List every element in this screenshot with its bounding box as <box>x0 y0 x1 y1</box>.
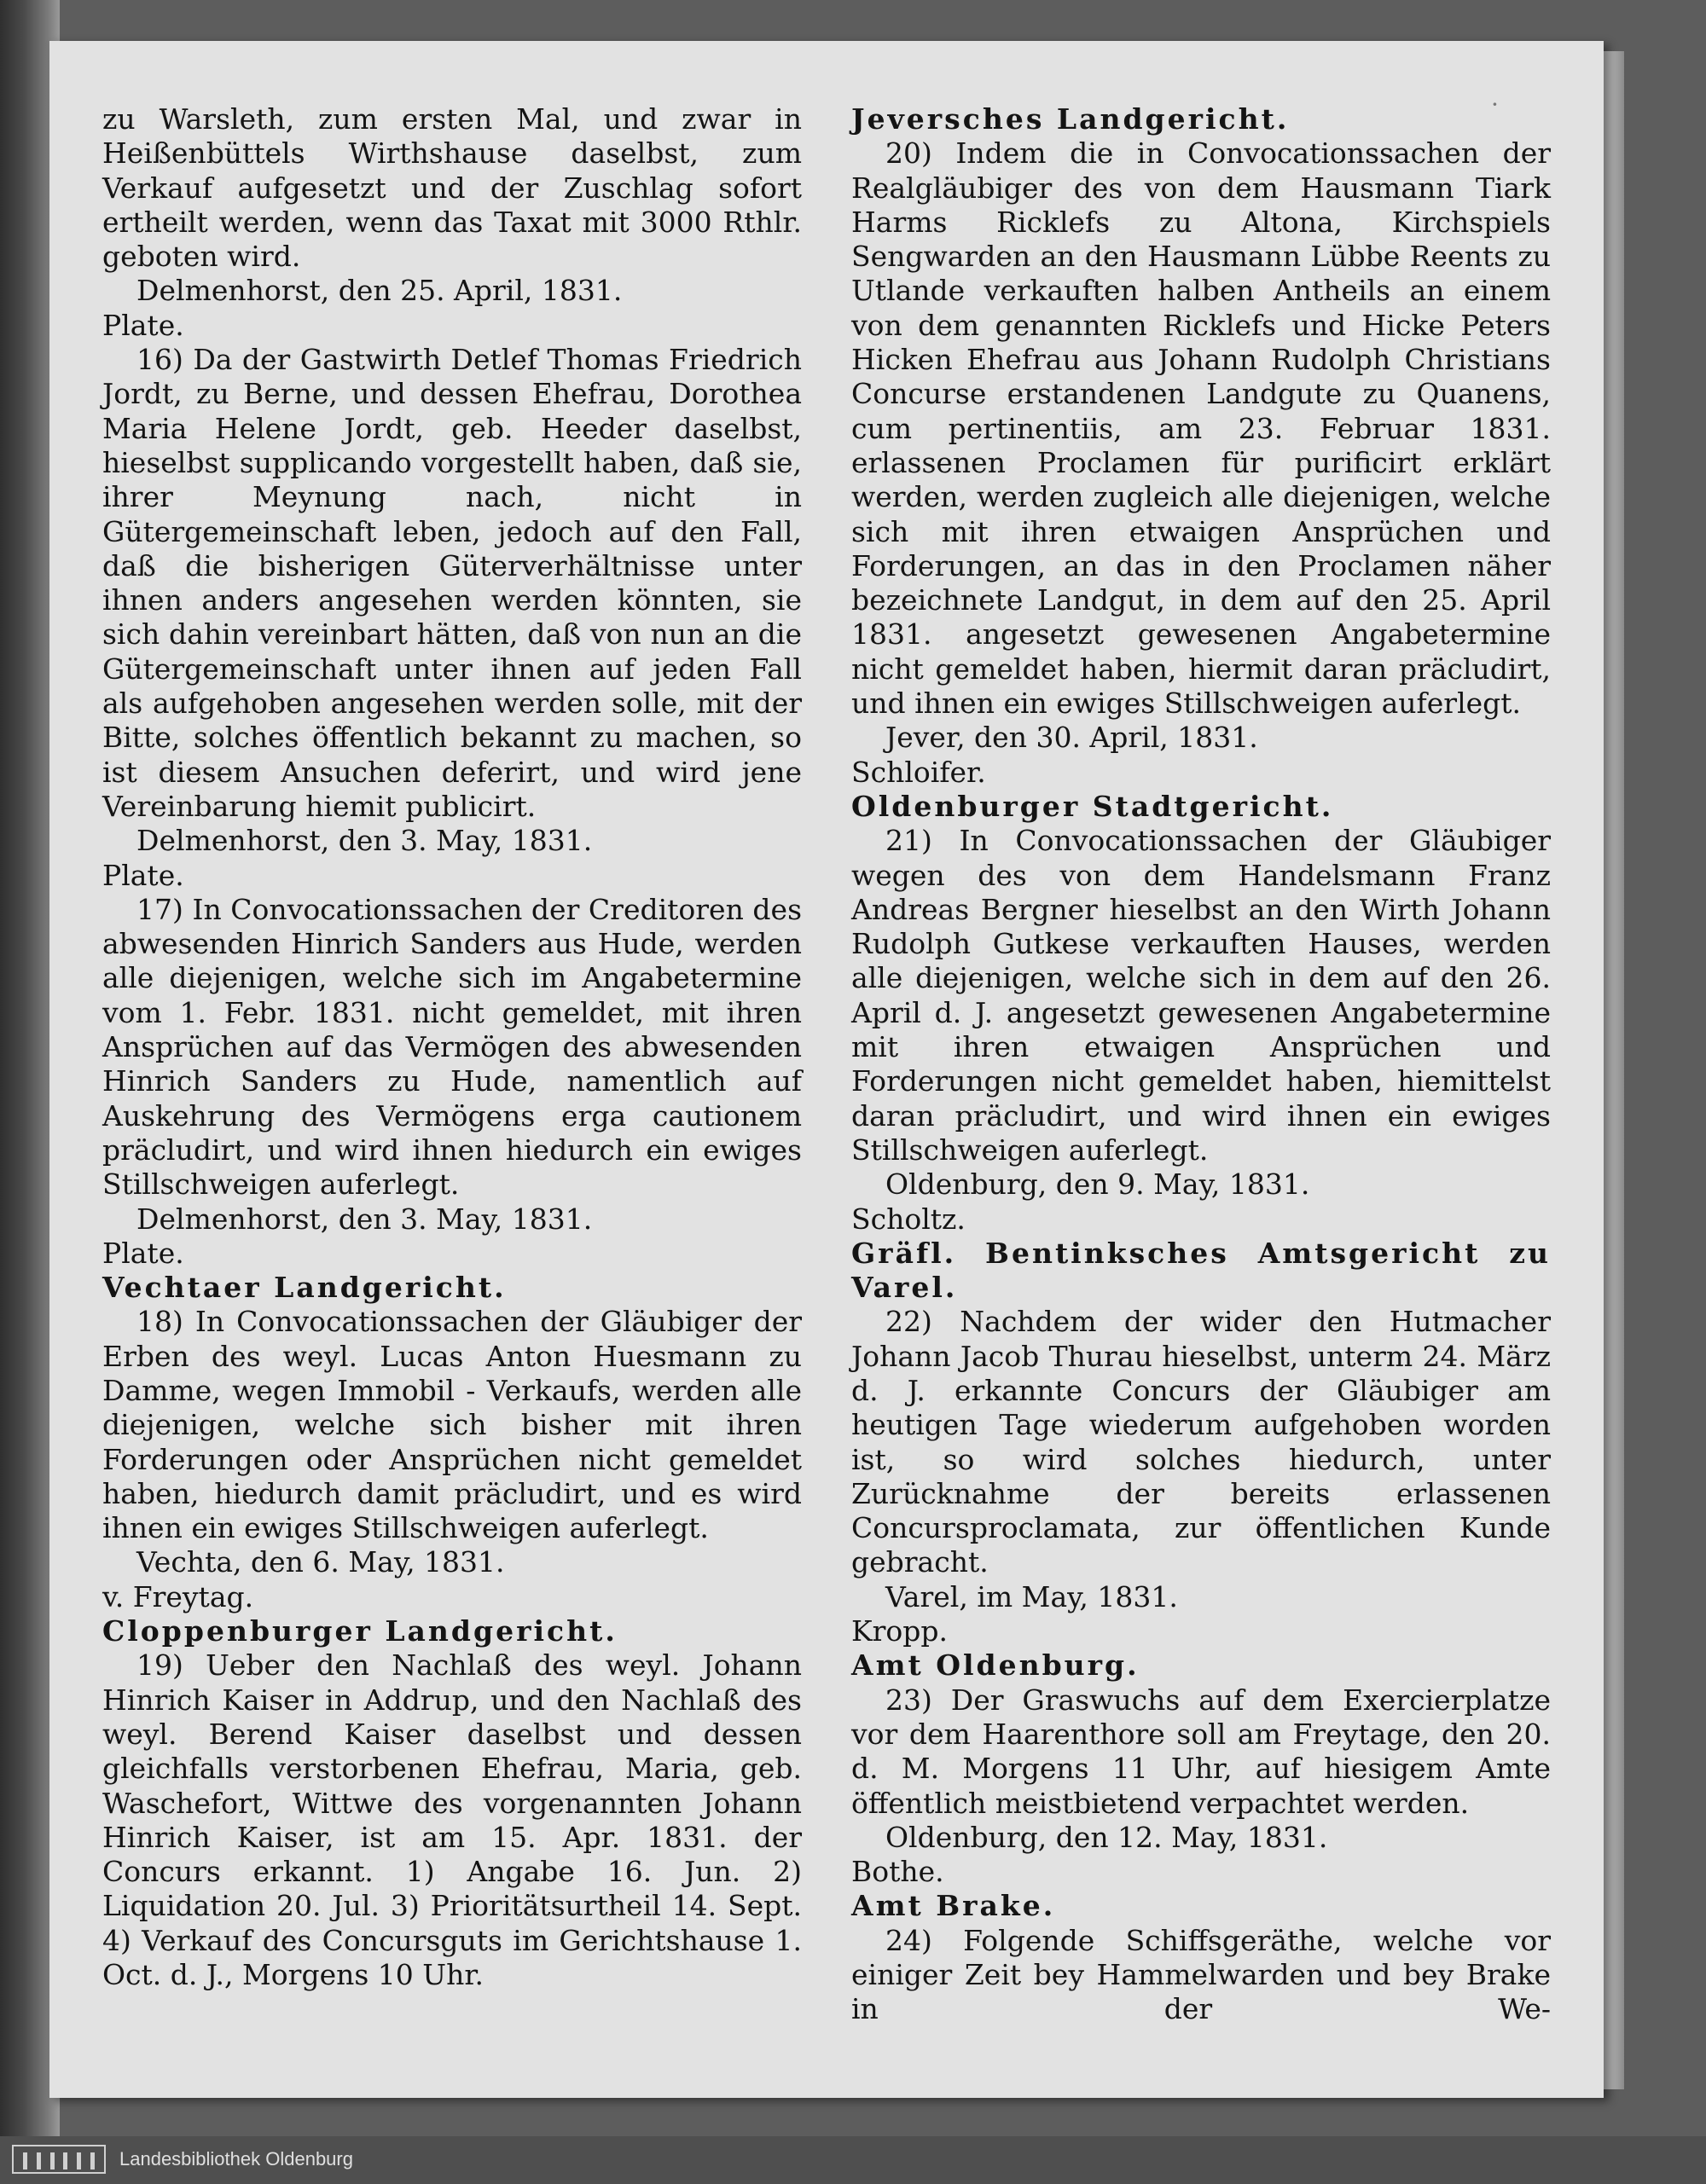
section-heading: Jeversches Landgericht. <box>851 102 1290 136</box>
signature: Kropp. <box>851 1614 949 1648</box>
place-date-line: Delmenhorst, den 25. April, 1831. <box>136 274 623 308</box>
section-heading: Gräfl. Bentinksches Amtsgericht zu Varel. <box>851 1236 1551 1305</box>
margin-mark: · <box>1491 90 1499 119</box>
place-date-line: Delmenhorst, den 3. May, 1831. <box>136 824 593 858</box>
notice-paragraph: 23) Der Graswuchs auf dem Exercierplatze vor dem Haarenthore soll am Freytage, den 20. d. M. Morgens 11 Uhr, auf hiesigem Amte öffentlich meistbietend verpachtet werden. <box>851 1683 1551 1820</box>
notice-paragraph: 19) Ueber den Nachlaß des weyl. Johann Hinrich Kaiser in Addrup, und den Nachlaß des weyl. Berend Kaiser daselbst und dessen gleichfalls verstorbenen Ehefrau, Maria, geb. Waschefort, Wittwe des vorgenannten Johann Hinrich Kaiser, ist am 15. Apr. 1831. der Concurs erkannt. 1) Angabe 16. Jun. 2) Liquidation 20. Jul. 3) Prioritätsurtheil 14. Sept. 4) Verkauf des Concursguts im Gerichtshause 1. Oct. d. J., Morgens 10 Uhr. <box>102 1648 802 1992</box>
place-date-line: Varel, im May, 1831. <box>885 1579 1178 1613</box>
notice-paragraph: 18) In Convocationssachen der Gläubiger der Erben des weyl. Lucas Anton Huesmann zu Damme, wegen Immobil - Verkaufs, werden alle diejenigen, welche sich bisher mit ihren Forderungen oder Ansprüchen nicht gemeldet haben, hiedurch damit präcludirt, und es wird ihnen ein ewiges Stillschweigen auferlegt. <box>102 1305 802 1545</box>
signature: Schloifer. <box>851 755 986 789</box>
signature: Plate. <box>102 308 184 342</box>
notice-paragraph: 21) In Convocationssachen der Gläubiger wegen des von dem Handelsmann Franz Andreas Bergner hieselbst an den Wirth Johann Rudolph Gutkese verkauften Hauses, werden alle diejenigen, welche sich in dem auf den 26. April d. J. angesetzt gewesenen Angabetermine mit ihren etwaigen Ansprüchen und Forderungen nicht gemeldet haben, hiemittelst daran präcludirt, und wird ihnen ein ewiges Stillschweigen auferlegt. <box>851 824 1551 1167</box>
right-column <box>851 102 1551 2027</box>
place-date-line: Oldenburg, den 9. May, 1831. <box>885 1167 1310 1202</box>
place-date-line: Vechta, den 6. May, 1831. <box>136 1545 505 1579</box>
page-edge-shadow <box>1604 51 1624 2089</box>
place-date-line: Oldenburg, den 12. May, 1831. <box>885 1820 1328 1854</box>
section-heading: Vechtaer Landgericht. <box>102 1271 507 1305</box>
footer-bar <box>0 2136 1706 2184</box>
section-heading: Amt Oldenburg. <box>851 1648 1140 1683</box>
left-column <box>102 102 802 1992</box>
signature: Plate. <box>102 1236 184 1270</box>
notice-paragraph: zu Warsleth, zum ersten Mal, und zwar in Heißenbüttels Wirthshause daselbst, zum Verkauf aufgesetzt und der Zuschlag sofort ertheilt werden, wenn das Taxat mit 3000 Rthlr. geboten wird. <box>102 102 802 274</box>
signature: Bothe. <box>851 1855 944 1889</box>
library-logo-icon <box>12 2145 106 2174</box>
place-date-line: Jever, den 30. April, 1831. <box>885 721 1258 755</box>
notice-paragraph: 22) Nachdem der wider den Hutmacher Johann Jacob Thurau hieselbst, unterm 24. März d. J. erkannte Concurs der Gläubiger am heutigen Tage wiederum aufgehoben worden ist, so wird solches hiedurch, unter Zurücknahme der bereits erlassenen Concursproclamata, zur öffentlichen Kunde gebracht. <box>851 1305 1551 1579</box>
library-name[interactable]: Landesbibliothek Oldenburg <box>119 2148 353 2170</box>
notice-paragraph: 17) In Convocationssachen der Creditoren des abwesenden Hinrich Sanders aus Hude, werden alle diejenigen, welche sich im Angabetermine vom 1. Febr. 1831. nicht gemeldet, mit ihren Ansprüchen auf das Vermögen des abwesenden Hinrich Sanders zu Hude, namentlich auf Auskehrung des Vermögens erga cautionem präcludirt, und wird ihnen hiedurch ein ewiges Stillschweigen auferlegt. <box>102 892 802 1202</box>
notice-paragraph: 16) Da der Gastwirth Detlef Thomas Friedrich Jordt, zu Berne, und dessen Ehefrau, Dorothea Maria Helene Jordt, geb. Heeder daselbst, hieselbst supplicando vorgestellt haben, daß sie, ihrer Meynung nach, nicht in Gütergemeinschaft leben, jedoch auf den Fall, daß die bisherigen Güterverhältnisse unter ihnen anders angesehen werden könnten, sie sich dahin vereinbart hätten, daß von nun an die Gütergemeinschaft unter ihnen auf jeden Fall als aufgehoben angesehen werden solle, mit der Bitte, solches öffentlich bekannt zu machen, so ist diesem Ansuchen deferirt, und wird jene Vereinbarung hiemit publicirt. <box>102 343 802 823</box>
section-heading: Cloppenburger Landgericht. <box>102 1614 618 1648</box>
signature: Scholtz. <box>851 1202 966 1236</box>
signature: Plate. <box>102 858 184 892</box>
signature: v. Freytag. <box>102 1579 254 1613</box>
place-date-line: Delmenhorst, den 3. May, 1831. <box>136 1202 593 1236</box>
notice-paragraph: 20) Indem die in Convocationssachen der Realgläubiger des von dem Hausmann Tiark Harms Ricklefs zu Altona, Kirchspiels Sengwarden an den Hausmann Lübbe Reents zu Utlande verkauften halben Antheils an einem von dem genannten Ricklefs und Hicke Peters Hicken Ehefrau aus Johann Rudolph Christians Concurse erstandenen Landgute zu Quanens, cum pertinentiis, am 23. Februar 1831. erlassenen Proclamen für purificirt erklärt werden, werden zugleich alle diejenigen, welche sich mit ihren etwaigen Ansprüchen und Forderungen, an das in den Proclamen näher bezeichnete Landgut, in dem auf den 25. April 1831. angesetzt gewesenen Angabetermine nicht gemeldet haben, hiermit daran präcludirt, und ihnen ein ewiges Stillschweigen auferlegt. <box>851 136 1551 721</box>
section-heading: Oldenburger Stadtgericht. <box>851 789 1334 823</box>
section-heading: Amt Brake. <box>851 1889 1056 1923</box>
notice-paragraph: 24) Folgende Schiffsgeräthe, welche vor einiger Zeit bey Hammelwarden und bey Brake in der We- <box>851 1923 1551 2026</box>
